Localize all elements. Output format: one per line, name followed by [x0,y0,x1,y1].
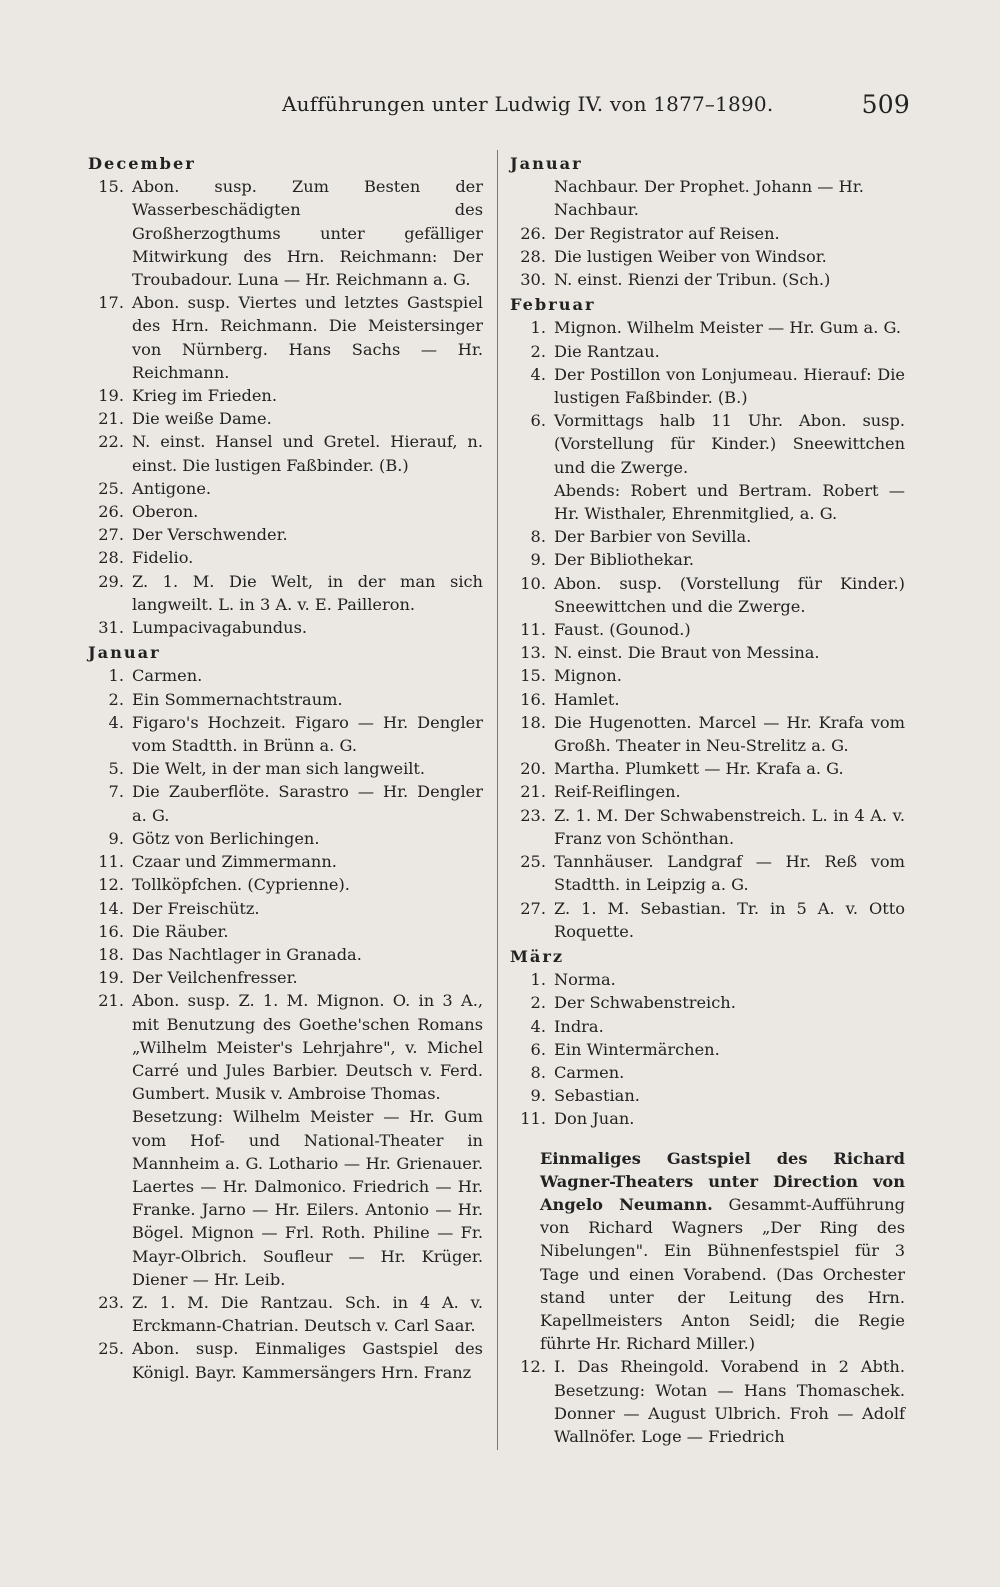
entry-text: Abon. susp. Zum Besten der Wasserbeschädigten des Großherzogthums unter gefälliger Mitwirkung des Hrn. Reichmann: Der Troubadour. Luna — Hr. Reichmann a. G. [132,177,483,290]
entry-text: Carmen. [554,1062,625,1082]
entry-text: Der Bibliothekar. [554,550,695,570]
entry-text: N. einst. Hansel und Gretel. Hierauf, n. einst. Die lustigen Faßbinder. (B.) [132,432,483,475]
list-item [88,920,483,943]
entry-day: 10. [520,573,546,593]
entry-day: 4. [108,712,124,732]
entry-text: Reif-Reiflingen. [554,782,681,802]
entry-text: Der Schwabenstreich. [554,993,736,1013]
entry-text: Z. 1. M. Der Schwabenstreich. L. in 4 A. v. Franz von Schönthan. [554,805,905,848]
entry-day: 2. [108,689,124,709]
entry-text: Das Nachtlager in Granada. [132,944,362,964]
list-item [88,873,483,896]
special-heading: Einmaliges Gastspiel des Richard Wagner-Theaters unter Direction von Angelo Neumann. [540,1148,905,1214]
entry-text: Ein Wintermärchen. [554,1039,720,1059]
entry-text: Vormittags halb 11 Uhr. Abon. susp. (Vorstellung für Kinder.) Sneewittchen und die Zwerge. [554,411,905,477]
list-item [510,1355,905,1448]
list-item [510,268,905,291]
entry-day: 22. [98,432,124,452]
entry-text: Abon. susp. Viertes und letztes Gastspiel des Hrn. Reichmann. Die Meistersinger von Nürnberg. Hans Sachs — Hr. Reichmann. [132,293,483,382]
maerz-list [510,968,905,1130]
entry-day: 8. [530,1062,546,1082]
list-item [510,340,905,363]
right-column [510,150,905,1448]
list-item [88,989,483,1105]
list-item [510,479,905,525]
list-item [510,641,905,664]
list-item [88,780,483,826]
list-item [88,850,483,873]
entry-text: N. einst. Die Braut von Messina. [554,643,820,663]
entry-text: Tollköpfchen. (Cyprienne). [132,875,350,895]
list-item [510,1061,905,1084]
entry-day: 21. [520,782,546,802]
entry-text: Faust. (Gounod.) [554,620,691,640]
list-item [88,966,483,989]
list-item [510,968,905,991]
list-item [510,316,905,339]
entry-day: 13. [520,643,546,663]
left-column [88,150,483,1384]
month-heading-januar-cont: Januar [510,154,583,173]
list-item [88,523,483,546]
entry-text: Ein Sommernachtstraum. [132,689,343,709]
entry-text: Mignon. [554,666,622,686]
list-item [88,688,483,711]
list-item [510,222,905,245]
entry-text: Die Räuber. [132,921,229,941]
month-heading-december: December [88,154,196,173]
entry-day: 16. [520,689,546,709]
entry-day: 26. [98,502,124,522]
entry-day: 15. [98,177,124,197]
entry-day: 14. [98,898,124,918]
entry-text: Besetzung: Wilhelm Meister — Hr. Gum vom Hof- und National-Theater in Mannheim a. G. Lothario — Hr. Grienauer. Laertes — Hr. Dalmonico. Friedrich — Hr. Franke. Jarno — Hr. Eilers. Antonio — Hr. Bögel. Mignon — Frl. Roth. Philine — Fr. Mayr-Olbrich. Soufleur — Hr. Krüger. Diener — Hr. Leib. [132,1107,483,1289]
entry-text: Der Verschwender. [132,525,288,545]
entry-text: Die Rantzau. [554,341,660,361]
entry-day: 28. [520,246,546,266]
entry-day: 18. [520,712,546,732]
list-item [88,430,483,476]
special-guest-block [510,1147,905,1356]
entry-day: 27. [98,525,124,545]
list-item [88,546,483,569]
entry-day: 1. [530,318,546,338]
entry-text: Don Juan. [554,1109,635,1129]
entry-day: 23. [520,805,546,825]
entry-text: Oberon. [132,502,199,522]
entry-day: 1. [108,666,124,686]
list-item [88,1337,483,1383]
month-heading-januar: Januar [88,643,161,663]
list-item [510,991,905,1014]
entry-day: 25. [98,1339,124,1359]
entry-text: Der Veilchenfresser. [132,968,298,988]
entry-day: 21. [98,409,124,429]
entry-text: Die Hugenotten. Marcel — Hr. Krafa vom Großh. Theater in Neu-Strelitz a. G. [554,712,905,756]
entry-day: 21. [98,991,124,1011]
list-item [88,616,483,639]
entry-day: 1. [530,970,546,990]
entry-day: 12. [520,1357,546,1377]
entry-day [510,479,554,525]
entry-text: Martha. Plumkett — Hr. Krafa a. G. [554,759,844,779]
entry-day: 5. [108,759,124,779]
list-item [88,1291,483,1337]
list-item [510,409,905,479]
entry-text: N. einst. Rienzi der Tribun. (Sch.) [554,270,831,290]
entry-day: 18. [98,944,124,964]
entry-text: Czaar und Zimmermann. [132,852,337,872]
list-item [510,572,905,618]
entry-text: Carmen. [132,666,203,686]
februar-list [510,316,905,942]
list-item [88,711,483,757]
januar-cont-list [510,222,905,292]
entry-text: Abon. susp. (Vorstellung für Kinder.) Sneewittchen und die Zwerge. [554,573,905,616]
entry-day: 25. [98,478,124,498]
entry-text: Abon. susp. Z. 1. M. Mignon. O. in 3 A., mit Benutzung des Goethe'schen Romans „Wilhelm Meister's Lehrjahre", v. Michel Carré und Jules Barbier. Deutsch v. Ferd. Gumbert. Musik v. Ambroise Thomas. [132,991,483,1104]
entry-day: 20. [520,759,546,779]
entry-day: 11. [98,852,124,872]
list-item [510,548,905,571]
entry-day: 19. [98,968,124,988]
entry-day: 11. [520,620,546,640]
entry-text: Sebastian. [554,1086,640,1106]
entry-day: 11. [520,1109,546,1129]
entry-day: 15. [520,666,546,686]
special-text: Gesammt-Aufführung von Richard Wagners „Der Ring des Nibelungen". Ein Bühnenfestspiel für 3 Tage und einen Vorabend. (Das Orchester stand unter der Leitung des Hrn. Kapellmeisters Anton Seidl; die Regie führte Hr. Richard Miller.) [540,1194,905,1354]
entry-text: Mignon. Wilhelm Meister — Hr. Gum a. G. [554,318,901,338]
entry-text: Der Registrator auf Reisen. [554,223,780,243]
entry-day: 19. [98,386,124,406]
list-item [88,897,483,920]
entry-day: 7. [108,782,124,802]
entry-day: 27. [520,898,546,918]
list-item [88,384,483,407]
entry-text: Z. 1. M. Sebastian. Tr. in 5 A. v. Otto Roquette. [554,898,905,941]
list-item [88,175,483,291]
entry-day: 29. [98,571,124,591]
continuation-text: Nachbaur. Der Prophet. Johann — Hr. Nachbaur. [554,177,864,220]
entry-day: 9. [530,1086,546,1106]
entry-text: Z. 1. M. Die Rantzau. Sch. in 4 A. v. Erckmann-Chatrian. Deutsch v. Carl Saar. [132,1292,483,1336]
entry-day: 2. [530,993,546,1013]
entry-day: 4. [530,364,546,384]
month-heading-maerz: März [510,946,565,966]
entry-text: Fidelio. [132,548,194,568]
list-item [510,363,905,409]
list-item [88,664,483,687]
entry-text: Figaro's Hochzeit. Figaro — Hr. Dengler vom Stadtth. in Brünn a. G. [132,712,483,756]
list-item [88,407,483,430]
entry-text: Indra. [554,1016,604,1036]
entry-text: Tannhäuser. Landgraf — Hr. Reß vom Stadtth. in Leipzig a. G. [554,852,905,895]
list-item [88,1105,483,1291]
entry-text: Götz von Berlichingen. [132,828,320,848]
list-item [510,1107,905,1130]
entry-day: 28. [98,548,124,568]
list-item [510,618,905,641]
december-list [88,175,483,639]
list-item [510,804,905,850]
entry-day: 4. [530,1016,546,1036]
list-item [510,897,905,943]
entry-text: Hamlet. [554,689,620,709]
list-item [88,570,483,616]
entry-day: 9. [530,550,546,570]
entry-day: 12. [98,875,124,895]
list-item [510,688,905,711]
entry-text: Abends: Robert und Bertram. Robert — Hr. Wisthaler, Ehrenmitglied, a. G. [554,480,905,524]
januar-list [88,664,483,1383]
list-item [510,850,905,896]
list-item [510,757,905,780]
list-item [510,711,905,757]
entry-day: 30. [520,270,546,290]
entry-text: Der Barbier von Sevilla. [554,527,752,547]
entry-text: Z. 1. M. Die Welt, in der man sich langweilt. L. in 3 A. v. E. Pailleron. [132,571,483,614]
list-item [510,1038,905,1061]
entry-day: 23. [98,1292,124,1312]
entry-text: Der Freischütz. [132,898,260,918]
month-heading-februar: Februar [510,295,596,315]
list-item [510,780,905,803]
entry-text: Die Zauberflöte. Sarastro — Hr. Dengler a. G. [132,782,483,825]
entry-day: 6. [530,1039,546,1059]
entry-day: 6. [530,411,546,431]
entry-text: Norma. [554,970,616,990]
list-item [88,500,483,523]
list-item [510,245,905,268]
entry-day: 26. [520,223,546,243]
column-divider [497,150,498,1450]
list-item [88,291,483,384]
list-item [510,525,905,548]
entry-text: Der Postillon von Lonjumeau. Hierauf: Die lustigen Faßbinder. (B.) [554,364,905,408]
entry-day: 8. [530,527,546,547]
entry-day: 2. [530,341,546,361]
entry-text: Lumpacivagabundus. [132,618,308,638]
list-item [510,1015,905,1038]
entry-text: I. Das Rheingold. Vorabend in 2 Abth. Besetzung: Wotan — Hans Thomaschek. Donner — August Ulbrich. Froh — Adolf Wallnöfer. Loge — Friedrich [554,1357,905,1446]
entry-day: 25. [520,852,546,872]
entry-day: 16. [98,921,124,941]
list-item [88,477,483,500]
entry-day: 17. [98,293,124,313]
list-item [88,943,483,966]
entry-text: Die weiße Dame. [132,409,272,429]
list-item [88,827,483,850]
page-number: 509 [861,90,910,119]
entry-day: 31. [98,618,124,638]
list-item [88,757,483,780]
entry-text: Antigone. [132,478,212,498]
list-item [510,664,905,687]
entry-text: Krieg im Frieden. [132,386,278,406]
entry-text: Die Welt, in der man sich langweilt. [132,759,426,779]
header-title: Aufführungen unter Ludwig IV. von 1877–1890. [282,92,774,116]
entry-text: Die lustigen Weiber von Windsor. [554,246,827,266]
entry-text: Abon. susp. Einmaliges Gastspiel des Königl. Bayr. Kammersängers Hrn. Franz [132,1339,483,1382]
list-item [510,1084,905,1107]
entry-day [88,1105,132,1291]
entry-day: 9. [108,828,124,848]
